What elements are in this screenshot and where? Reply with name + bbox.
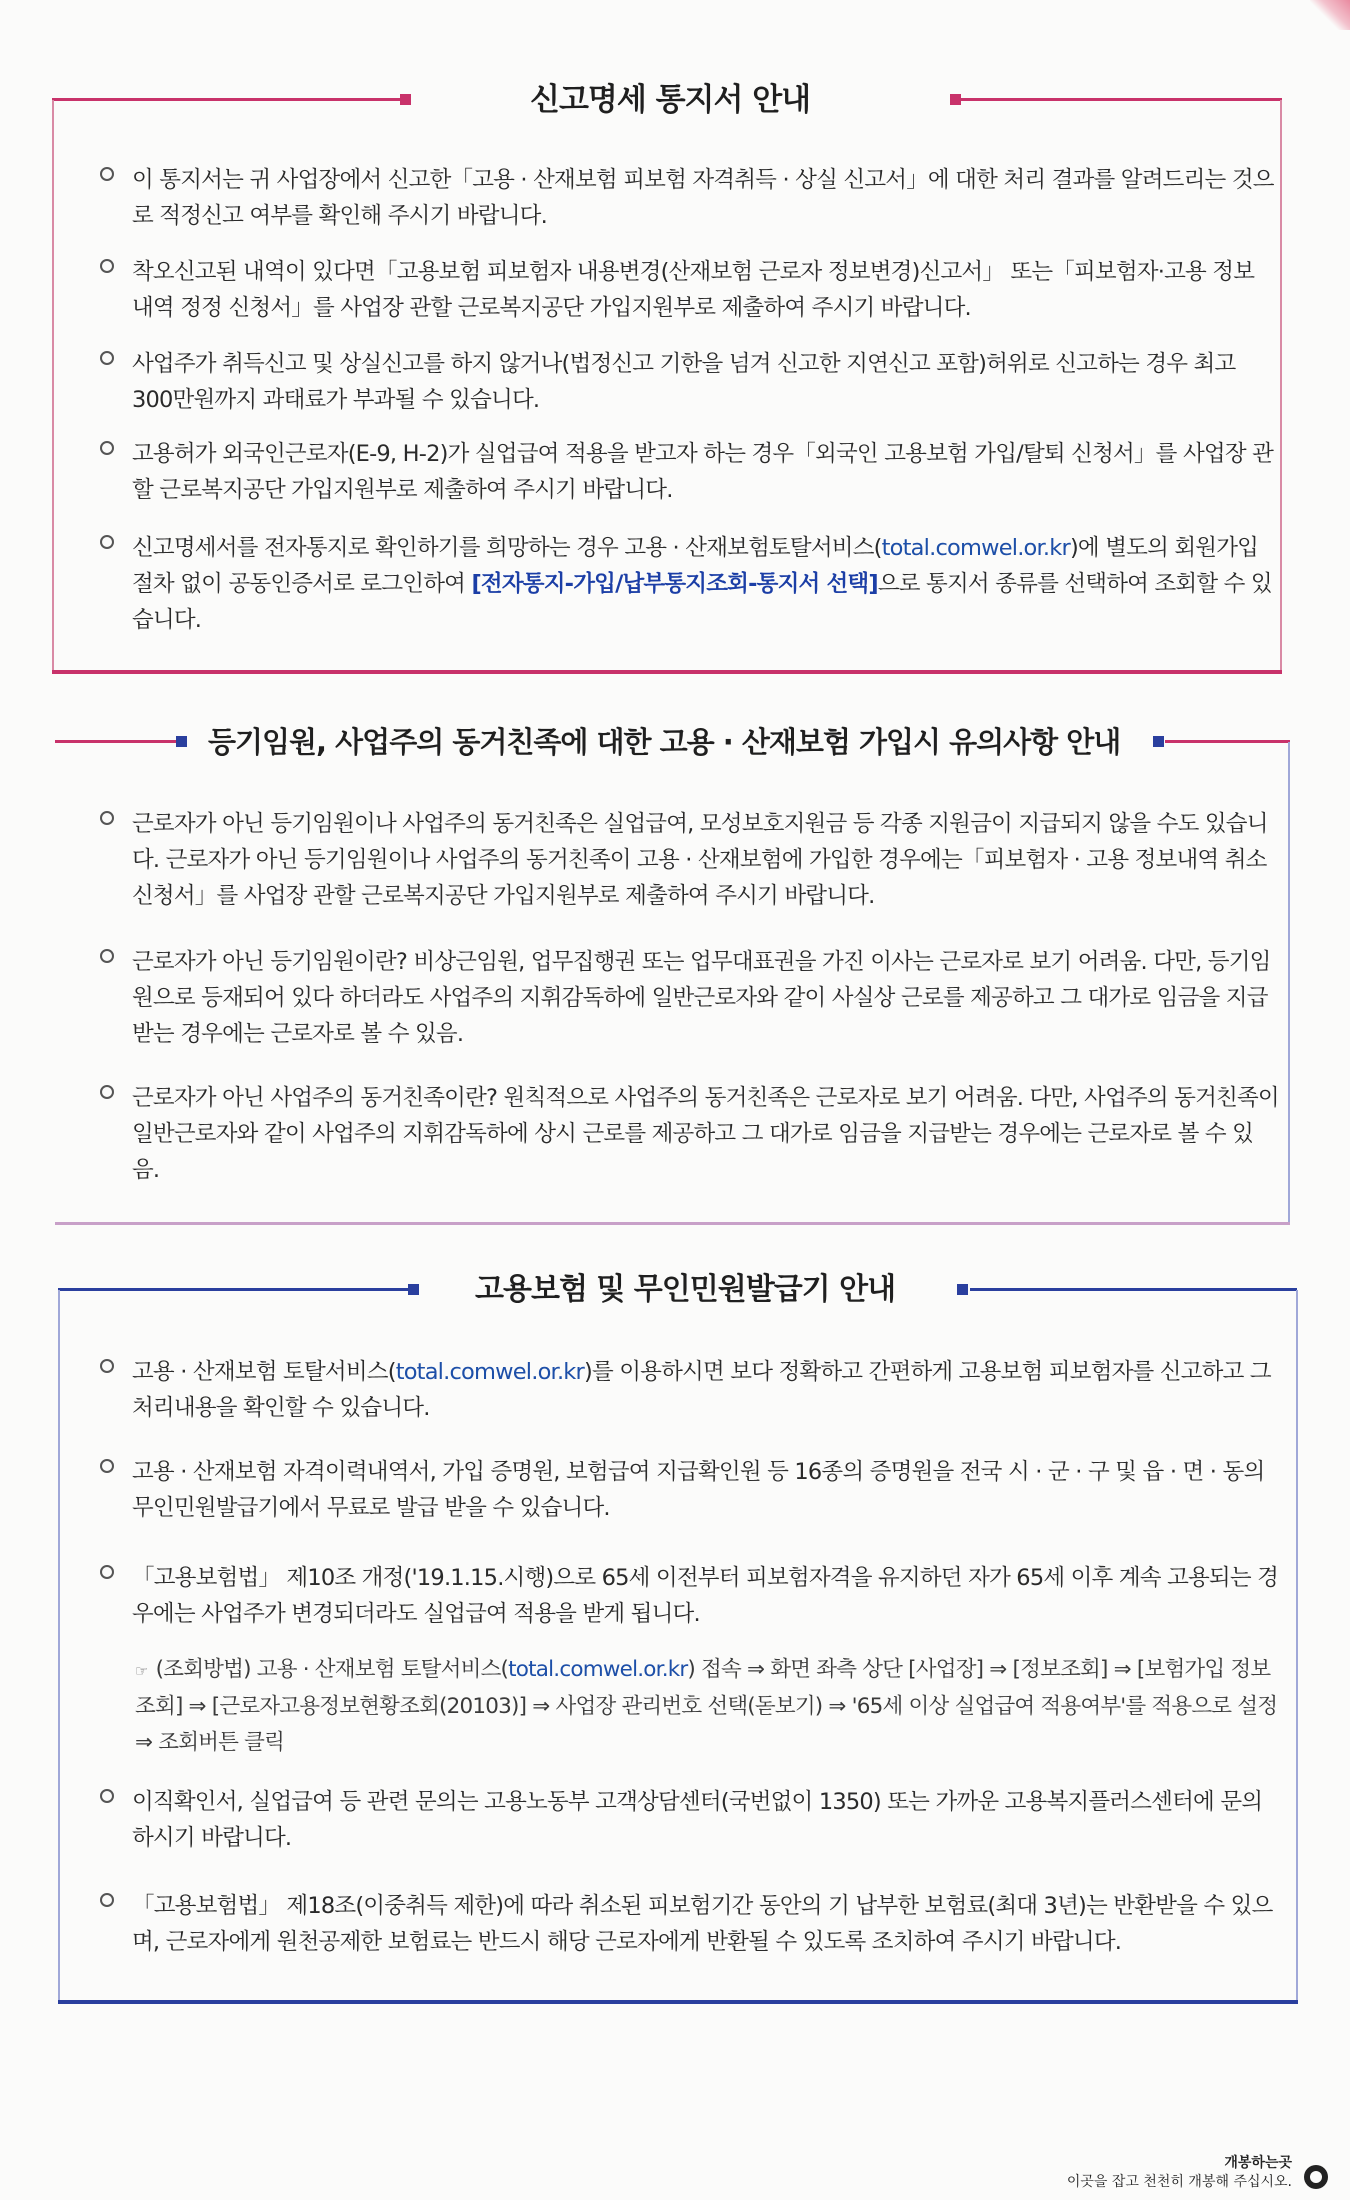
section-border-right — [1288, 742, 1290, 1222]
pointing-hand-icon: ☞ — [135, 1662, 148, 1680]
list-item — [100, 436, 1280, 508]
bullet-icon — [100, 167, 114, 181]
item-text-pre: 신고명세서를 전자통지로 확인하기를 희망하는 경우 고용 · 산재보험토탈서비스( — [132, 535, 882, 561]
section-title: 신고명세 통지서 안내 — [530, 82, 811, 118]
list-item — [100, 1888, 1280, 1960]
title-marker-left — [408, 1284, 419, 1295]
tear-open-instruction — [1067, 2154, 1292, 2192]
service-link[interactable]: total.comwel.or.kr — [395, 1359, 584, 1385]
section-border-left — [52, 100, 54, 670]
list-item — [100, 944, 1280, 1052]
list-item — [100, 806, 1280, 914]
item-text: 근로자가 아닌 사업주의 동거친족이란? 원칙적으로 사업주의 동거친족은 근로자로 보기 어려움. 다만, 사업주의 동거친족이 일반근로자와 같이 사업주의 지휘감독하에 상시 근로를 제공하고 그 대가로 임금을 지급받는 경우에는 근로자로 볼 수 있음. — [132, 1085, 1279, 1183]
bullet-icon — [100, 1459, 114, 1473]
list-item — [100, 1354, 1280, 1426]
section-border-right — [1296, 1290, 1298, 2000]
section-title: 등기임원, 사업주의 동거친족에 대한 고용 · 산재보험 가입시 유의사항 안내 — [208, 725, 1121, 759]
section-title: 고용보험 및 무인민원발급기 안내 — [475, 1272, 896, 1307]
section-bottom-border — [52, 670, 1282, 674]
title-marker-left — [400, 94, 411, 105]
bullet-icon — [100, 259, 114, 273]
bullet-icon — [100, 1789, 114, 1803]
bullet-icon — [100, 441, 114, 455]
bullet-icon — [100, 351, 114, 365]
bullet-icon — [100, 535, 114, 549]
bullet-icon — [100, 1085, 114, 1099]
item-text: 「고용보험법」 제18조(이중취득 제한)에 따라 취소된 피보험기간 동안의 기 납부한 보험료(최대 3년)는 반환받을 수 있으며, 근로자에게 원천공제한 보험료는 반드시 해당 근로자에게 반환될 수 있도록 조치하여 주시기 바랍니다. — [132, 1893, 1273, 1955]
item-text: 사업주가 취득신고 및 상실신고를 하지 않거나(법정신고 기한을 넘겨 신고한 지연신고 포함)허위로 신고하는 경우 최고 300만원까지 과태료가 부과될 수 있습니다. — [132, 351, 1236, 413]
title-marker-left — [176, 736, 187, 747]
page-corner-mark — [1310, 0, 1350, 30]
title-line-right — [958, 98, 1282, 101]
tear-point-icon[interactable] — [1304, 2165, 1328, 2189]
item-text: 근로자가 아닌 등기임원이나 사업주의 동거친족은 실업급여, 모성보호지원금 등 각종 지원금이 지급되지 않을 수도 있습니다. 근로자가 아닌 등기임원이나 사업주의 동거친족이 고용 · 산재보험에 가입한 경우에는「피보험자 · 고용 정보내역 취소 신청서」를 사업장 관할 근로복지공단 가입지원부로 제출하여 주시기 바랍니다. — [132, 811, 1268, 909]
section-title-row — [0, 722, 1350, 762]
list-item — [100, 346, 1280, 418]
list-item — [100, 1784, 1280, 1856]
list-item — [100, 162, 1280, 234]
note-text-post: ) 접속 ⇒ 화면 좌측 상단 [사업장] ⇒ [정보조회] ⇒ [보험가입 정보조회] ⇒ [근로자고용정보현황조회(20103)] ⇒ 사업장 관리번호 선택(돋보기) ⇒ '65세 이상 실업급여 적용여부'를 적용으로 설정 ⇒ 조회버튼 클릭 — [135, 1657, 1278, 1755]
menu-path-highlight: [전자통지-가입/납부통지조회-통지서 선택] — [471, 571, 878, 597]
title-marker-right — [957, 1284, 968, 1295]
item-text-post: 으로 통지서 종류를 선택하여 조회할 수 있습니다. — [132, 571, 1272, 633]
list-item — [100, 1454, 1280, 1526]
list-item — [100, 1080, 1280, 1188]
section-bottom-border — [55, 1222, 1290, 1225]
service-link[interactable]: total.comwel.or.kr — [881, 535, 1070, 561]
title-line-left — [55, 740, 177, 743]
item-text: 이직확인서, 실업급여 등 관련 문의는 고용노동부 고객상담센터(국번없이 1350) 또는 가까운 고용복지플러스센터에 문의하시기 바랍니다. — [132, 1789, 1263, 1851]
bullet-icon — [100, 1565, 114, 1579]
section-title-row — [0, 80, 1350, 120]
item-text: 착오신고된 내역이 있다면「고용보험 피보험자 내용변경(산재보험 근로자 정보변경)신고서」 또는「피보험자·고용 정보 내역 정정 신청서」를 사업장 관할 근로복지공단 가입지원부로 제출하여 주시기 바랍니다. — [132, 259, 1255, 321]
bullet-icon — [100, 1893, 114, 1907]
item-text-post: )를 이용하시면 보다 정확하고 간편하게 고용보험 피보험자를 신고하고 그 처리내용을 확인할 수 있습니다. — [132, 1359, 1271, 1421]
service-link[interactable]: total.comwel.or.kr — [508, 1657, 688, 1682]
list-item — [100, 1560, 1280, 1632]
item-text — [132, 1354, 1280, 1426]
tear-open-label: 개봉하는곳 — [1224, 2155, 1292, 2171]
item-text: 고용 · 산재보험 자격이력내역서, 가입 증명원, 보험급여 지급확인원 등 16종의 증명원을 전국 시 · 군 · 구 및 읍 · 면 · 동의 무인민원발급기에서 무료로 발급 받을 수 있습니다. — [132, 1459, 1265, 1521]
item-text: 근로자가 아닌 등기임원이란? 비상근임원, 업무집행권 또는 업무대표권을 가진 이사는 근로자로 보기 어려움. 다만, 등기임원으로 등재되어 있다 하더라도 사업주의 지휘감독하에 일반근로자와 같이 사실상 근로를 제공하고 그 대가로 임금을 지급받는 경우에는 근로자로 볼 수 있음. — [132, 949, 1271, 1047]
item-text — [132, 530, 1280, 638]
section-border-right — [1280, 100, 1282, 670]
section-title-row — [0, 1270, 1350, 1310]
bullet-icon — [100, 1359, 114, 1373]
section-bottom-border — [58, 2000, 1298, 2004]
title-marker-right — [1153, 736, 1164, 747]
bullet-icon — [100, 949, 114, 963]
section-border-left — [58, 1290, 60, 2000]
title-line-left — [58, 1288, 416, 1291]
title-line-right — [970, 1288, 1297, 1291]
title-line-left — [52, 98, 407, 101]
lookup-method-note — [135, 1652, 1280, 1761]
item-text: 고용허가 외국인근로자(E-9, H-2)가 실업급여 적용을 받고자 하는 경우「외국인 고용보험 가입/탈퇴 신청서」를 사업장 관할 근로복지공단 가입지원부로 제출하여 주시기 바랍니다. — [132, 441, 1274, 503]
item-text: 이 통지서는 귀 사업장에서 신고한「고용 · 산재보험 피보험 자격취득 · 상실 신고서」에 대한 처리 결과를 알려드리는 것으로 적정신고 여부를 확인해 주시기 바랍니다. — [132, 167, 1274, 229]
item-text-pre: 고용 · 산재보험 토탈서비스( — [132, 1359, 396, 1385]
tear-open-hint: 이곳을 잡고 천천히 개봉해 주십시오. — [1066, 2174, 1292, 2190]
title-line-right — [1165, 740, 1290, 743]
list-item — [100, 530, 1280, 638]
list-item — [100, 254, 1280, 326]
item-text-mid: )에 별도의 회원가입 절차 없이 공동인증서로 로그인하여 — [132, 535, 1259, 597]
bullet-icon — [100, 811, 114, 825]
item-text: 「고용보험법」 제10조 개정('19.1.15.시행)으로 65세 이전부터 피보험자격을 유지하던 자가 65세 이후 계속 고용되는 경우에는 사업주가 변경되더라도 실업급여 적용을 받게 됩니다. — [132, 1565, 1279, 1627]
note-text-pre: (조회방법) 고용 · 산재보험 토탈서비스( — [155, 1657, 509, 1682]
